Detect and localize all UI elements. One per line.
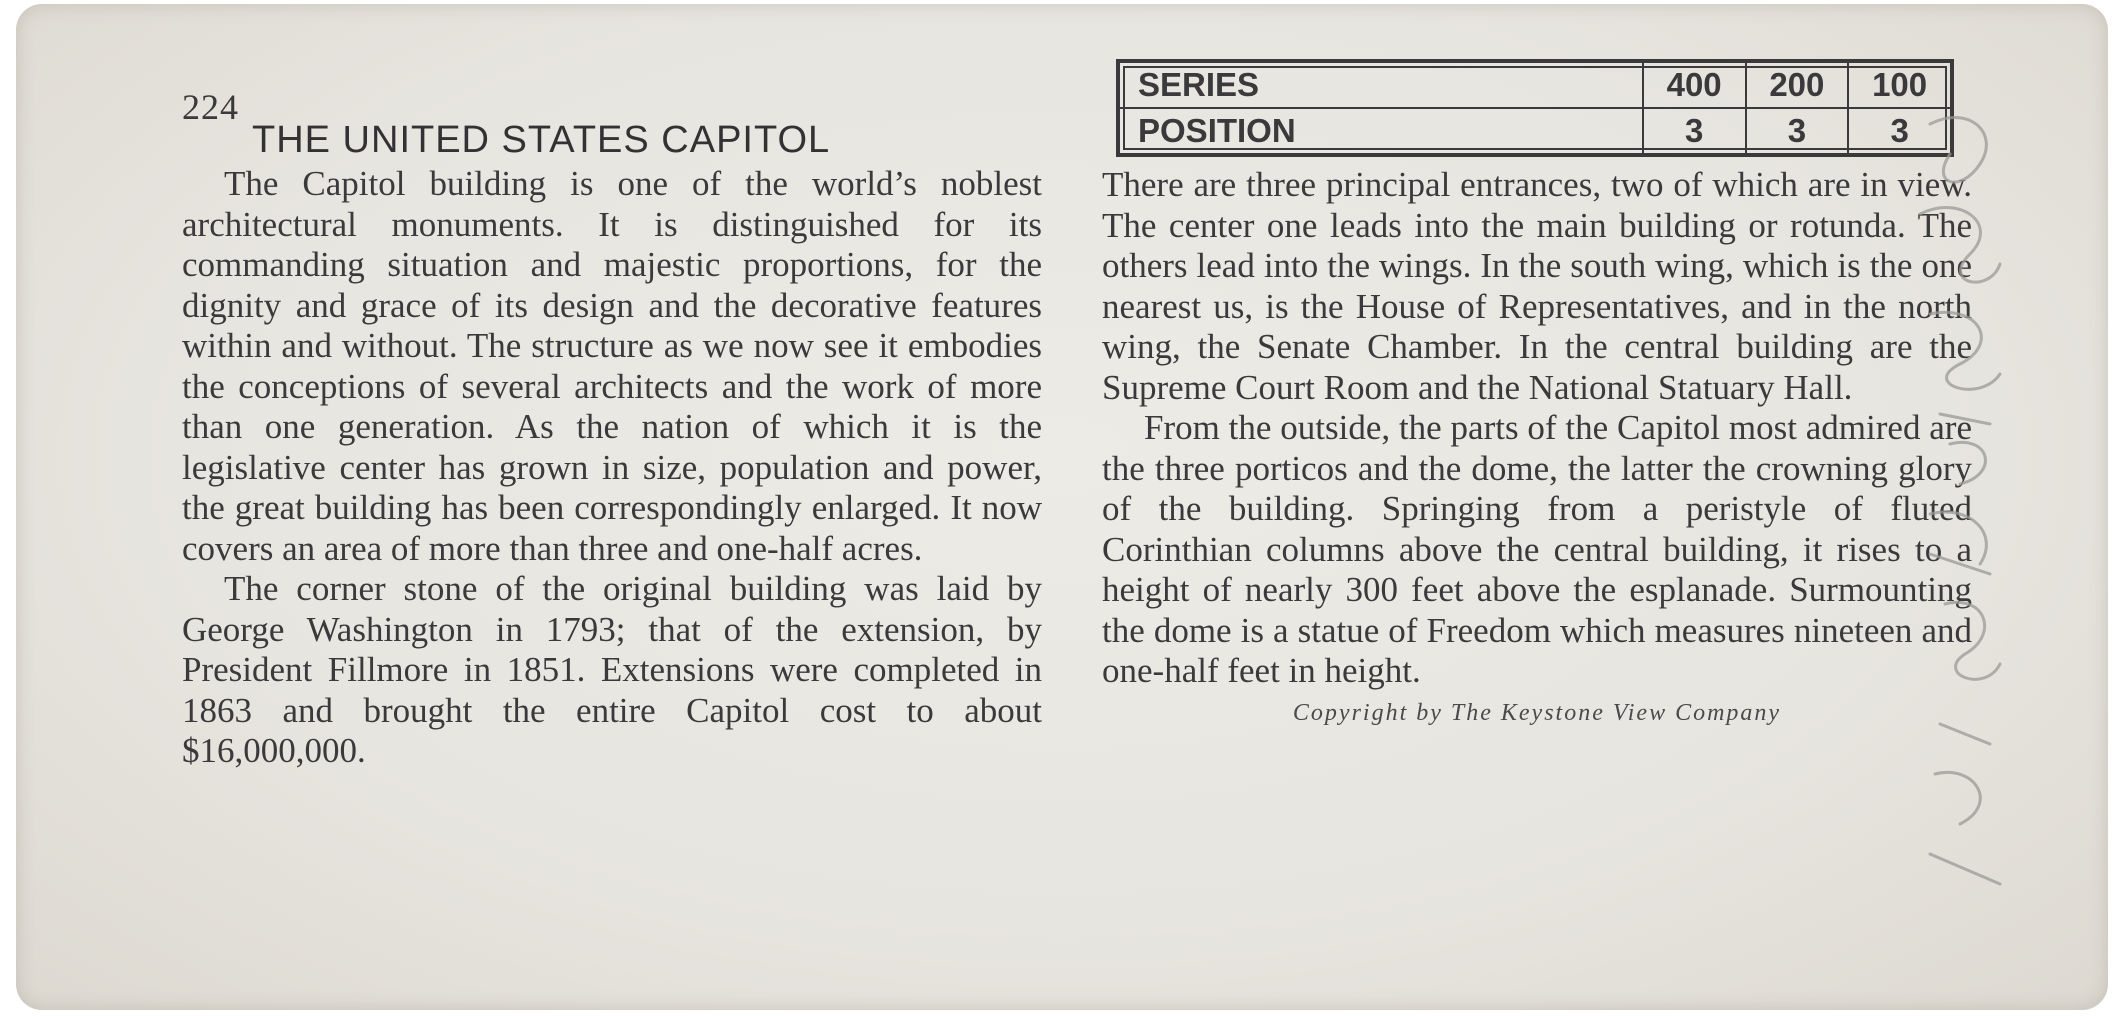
position-value-1: 3 bbox=[1643, 108, 1746, 155]
series-value-1: 400 bbox=[1643, 61, 1746, 108]
left-paragraph-2: The corner stone of the original building was laid by George Washington in 1793; that of the extension, by President Fillmore in 1851. Extensions were completed in 1863 and brought the entire Capitol cost to about $16,000,000. bbox=[182, 569, 1042, 770]
series-value-2: 200 bbox=[1746, 61, 1849, 108]
series-row bbox=[1118, 61, 1952, 108]
position-value-2: 3 bbox=[1746, 108, 1849, 155]
right-paragraph-2: From the outside, the parts of the Capitol most admired are the three porticos and the dome, the latter the crowning glory of the building. Springing from a peristyle of fluted Corinthian columns above the central building, it rises to a height of nearly 300 feet above the esplanade. Surmounting the dome is a statue of Freedom which measures nineteen and one-half feet in height. bbox=[1102, 408, 1972, 690]
copyright-line: Copyright by The Keystone View Company bbox=[1292, 699, 1782, 726]
left-column bbox=[182, 88, 1042, 772]
stereoview-card-back bbox=[16, 4, 2108, 1010]
handwritten-pencil-note bbox=[1890, 84, 2030, 904]
position-label: POSITION bbox=[1118, 108, 1643, 155]
handwritten-note-drawing bbox=[1890, 84, 2030, 904]
card-number: 224 bbox=[182, 87, 239, 127]
position-row bbox=[1118, 108, 1952, 155]
right-paragraph-1: There are three principal entrances, two of which are in view. The center one leads into the main building or rotunda. The others lead into the wings. In the south wing, which is the one nearest us, is the House of Representatives, and in the north wing, the Senate Chamber. In the central building are the Supreme Court Room and the National Statuary Hall. bbox=[1102, 165, 1972, 407]
left-paragraph-1: The Capitol building is one of the world’s noblest architectural monuments. It is distinguished for its commanding situation and majestic proportions, for the dignity and grace of its design and the decorative features within and without. The structure as we now see it embodies the conceptions of several architects and the work of more than one generation. As the nation of which it is the legislative center has grown in size, population and power, the great building has been correspondingly enlarged. It now covers an area of more than three and one-half acres. bbox=[182, 164, 1042, 568]
series-label: SERIES bbox=[1118, 61, 1643, 108]
right-column bbox=[1102, 59, 1972, 727]
series-value-3: 100 bbox=[1848, 61, 1952, 108]
position-value-3: 3 bbox=[1848, 108, 1952, 155]
series-position-table bbox=[1116, 59, 1954, 157]
card-title: THE UNITED STATES CAPITOL bbox=[252, 119, 831, 161]
